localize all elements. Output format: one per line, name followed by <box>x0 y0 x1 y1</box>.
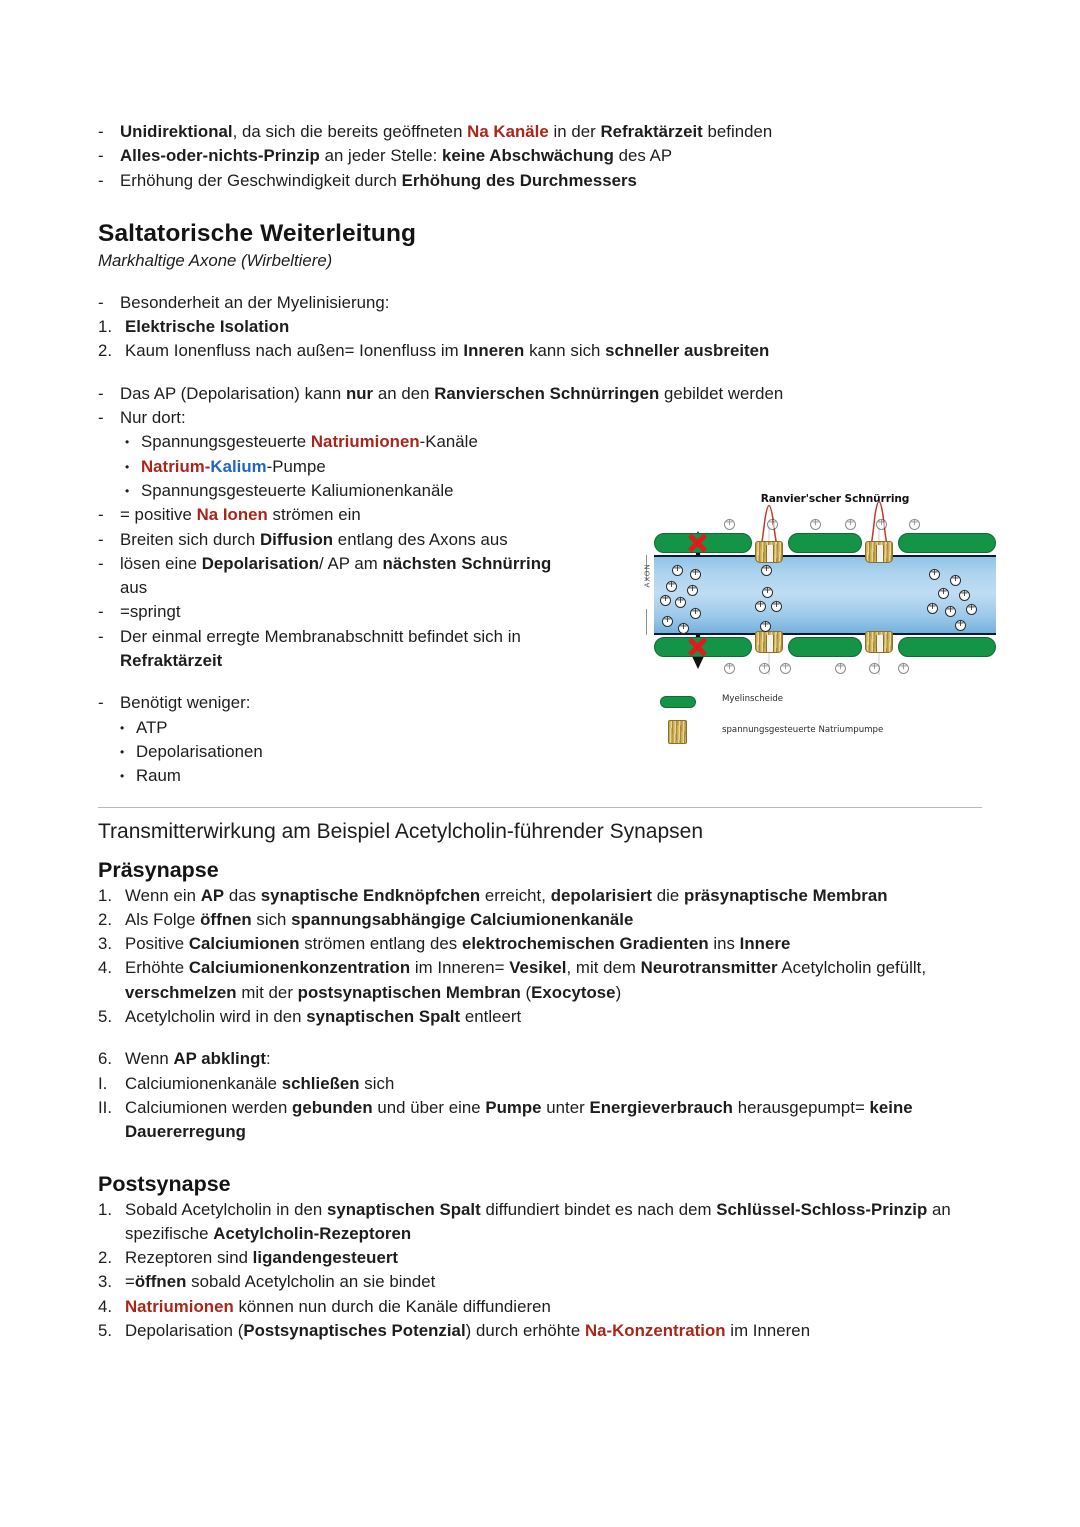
document-content <box>98 120 982 1343</box>
rich-text: Acetylcholin wird in den synaptischen Spalt entleert <box>125 1007 522 1027</box>
rich-text: Besonderheit an der Myelinisierung: <box>120 292 390 312</box>
myelin-swatch-icon <box>660 696 696 708</box>
diagram-legend <box>660 693 990 747</box>
dash-marker: - <box>98 170 104 190</box>
list-item <box>98 144 982 168</box>
dash-marker: - <box>98 553 104 573</box>
postsynapse-list <box>98 1198 982 1344</box>
legend-label: spannungsgesteuerte Natriumpumpe <box>722 725 884 736</box>
ion-positive <box>780 663 791 674</box>
ion-positive <box>810 519 821 530</box>
dash-marker: - <box>98 383 104 403</box>
number-marker: 4. <box>98 1296 112 1316</box>
dash-marker: - <box>98 693 104 713</box>
rich-text: Nur dort: <box>120 408 186 428</box>
dash-marker: - <box>98 602 104 622</box>
rich-text: Elektrische Isolation <box>125 317 290 337</box>
section-heading-transmitterwirkung: Transmitterwirkung am Beispiel Acetylcholin-führender Synapsen <box>98 819 704 843</box>
list-item <box>98 1319 982 1343</box>
number-marker: 5. <box>98 1007 112 1027</box>
number-marker: 1. <box>98 885 112 905</box>
legend-label: Myelinscheide <box>722 694 784 705</box>
sodium-pump-icon <box>865 631 893 653</box>
list-item <box>98 1295 982 1319</box>
rich-text: Kaum Ionenfluss nach außen= Ionenfluss im Inneren kann sich schneller ausbreiten <box>125 341 770 361</box>
intro-bullet-list <box>98 120 982 193</box>
dash-marker: - <box>98 146 104 166</box>
ion-positive <box>909 519 920 530</box>
rich-text: Calciumionenkanäle schließen sich <box>125 1073 395 1093</box>
sodium-pump-icon <box>865 541 893 563</box>
ion-positive <box>767 519 778 530</box>
subsection-heading-postsynapse: Postsynapse <box>98 1171 231 1196</box>
praesynapse-list <box>98 884 982 1030</box>
dash-marker: - <box>98 529 104 549</box>
list-item <box>98 406 982 430</box>
list-item <box>98 716 568 740</box>
list-item <box>98 339 982 363</box>
dash-marker: - <box>98 408 104 428</box>
rich-text: Spannungsgesteuerte Kaliumionenkanäle <box>141 480 454 500</box>
list-item <box>98 552 568 601</box>
ion-positive <box>869 663 880 674</box>
blocked-x-icon <box>687 532 709 554</box>
dash-marker: - <box>98 626 104 646</box>
rich-text: Breiten sich durch Diffusion entlang des Axons aus <box>120 529 508 549</box>
section-heading-saltatorische: Saltatorische Weiterleitung <box>98 219 417 247</box>
text-figure-band <box>98 493 982 788</box>
dash-marker: - <box>98 505 104 525</box>
number-marker: II. <box>98 1097 112 1117</box>
rich-text: Positive Calciumionen strömen entlang des elektrochemischen Gradienten ins Innere <box>125 934 791 954</box>
list-item <box>98 1198 982 1247</box>
ranvier-node-diagram <box>628 493 996 748</box>
list-item <box>98 740 568 764</box>
rich-text: Unidirektional, da sich die bereits geöffneten Na Kanäle in der Refraktärzeit befinden <box>120 122 773 141</box>
ion-positive <box>876 519 887 530</box>
number-marker: 4. <box>98 958 112 978</box>
rich-text: Natriumionen können nun durch die Kanäle diffundieren <box>125 1296 551 1316</box>
rich-text: Erhöhte Calciumionenkonzentration im Inneren= Vesikel, mit dem Neurotransmitter Acetylcholin gefüllt, verschmelzen mit der postsynaptischen Membran (Exocytose) <box>125 958 927 1002</box>
rich-text: Das AP (Depolarisation) kann nur an den Ranvierschen Schnürringen gebildet werden <box>120 383 784 403</box>
number-marker: 2. <box>98 1248 112 1268</box>
number-marker: 1. <box>98 317 112 337</box>
subsection-heading-praesynapse: Präsynapse <box>98 857 219 882</box>
list-item <box>98 600 568 624</box>
number-marker: 6. <box>98 1049 112 1069</box>
list-item <box>98 956 982 1005</box>
ion-positive <box>724 519 735 530</box>
rich-text: Spannungsgesteuerte Natriumionen-Kanäle <box>141 432 478 452</box>
list-item <box>98 120 982 144</box>
rich-text: Benötigt weniger: <box>120 693 251 713</box>
bullet-marker: • <box>120 744 125 759</box>
list-item <box>98 1005 982 1029</box>
ion-positive <box>724 663 735 674</box>
sodium-pump-icon <box>755 541 783 563</box>
list-item <box>98 169 982 193</box>
list-item <box>98 1246 982 1270</box>
list-item <box>98 1047 982 1071</box>
myelin-segment <box>898 637 996 657</box>
rich-text: ATP <box>136 717 168 737</box>
bullet-marker: • <box>120 769 125 784</box>
rich-text: Sobald Acetylcholin in den synaptischen Spalt diffundiert bindet es nach dem Schlüssel-Schloss-Prinzip an spezifische Acetylcholin-Rezeptoren <box>125 1199 951 1243</box>
ion-positive <box>759 663 770 674</box>
legend-item <box>660 719 990 747</box>
rich-text: = positive Na Ionen strömen ein <box>120 505 361 525</box>
rich-text: Calciumionen werden gebunden und über eine Pumpe unter Energieverbrauch herausgepumpt= keine Dauererregung <box>125 1097 913 1142</box>
rich-text: Der einmal erregte Membranabschnitt befindet sich in Refraktärzeit <box>120 626 521 671</box>
list-item <box>98 455 982 479</box>
axon-scale-tick-bottom <box>646 609 647 635</box>
rich-text: Wenn ein AP das synaptische Endknöpfchen erreicht, depolarisiert die präsynaptische Membran <box>125 885 888 905</box>
bullet-marker: • <box>125 459 130 474</box>
bullet-marker: • <box>120 720 125 735</box>
bullet-marker: • <box>125 435 130 450</box>
list-item <box>98 932 982 956</box>
list-item <box>98 291 982 315</box>
list-item <box>98 691 568 715</box>
number-marker: 1. <box>98 1199 112 1219</box>
list-item <box>98 908 982 932</box>
rich-text: Depolarisationen <box>136 741 263 761</box>
rich-text: Rezeptoren sind ligandengesteuert <box>125 1248 399 1268</box>
number-marker: 3. <box>98 934 112 954</box>
rich-text: Natrium-Kalium-Pumpe <box>141 456 326 476</box>
rich-text: Wenn AP abklingt: <box>125 1049 271 1069</box>
number-marker: I. <box>98 1073 108 1093</box>
ion-positive <box>845 519 856 530</box>
list-item <box>98 503 568 527</box>
legend-item <box>660 693 990 719</box>
myelin-segment <box>788 637 862 657</box>
rich-text: Als Folge öffnen sich spannungsabhängige Calciumionenkanäle <box>125 909 634 929</box>
rich-text: Alles-oder-nichts-Prinzip an jeder Stelle: keine Abschwächung des AP <box>120 146 673 166</box>
number-marker: 5. <box>98 1320 112 1340</box>
nur-dort-list <box>98 382 982 506</box>
section-subtitle: Markhaltige Axone (Wirbeltiere) <box>98 250 333 270</box>
bullet-marker: • <box>125 483 130 498</box>
pump-swatch-icon <box>668 720 687 744</box>
list-item <box>98 528 568 552</box>
rich-text: Raum <box>136 766 181 786</box>
list-item <box>98 1096 982 1145</box>
ion-positive <box>835 663 846 674</box>
myelin-segment <box>788 533 862 553</box>
list-item <box>98 625 568 674</box>
axon-label: AXON <box>642 563 652 588</box>
sodium-pump-icon <box>755 631 783 653</box>
dash-marker: - <box>98 122 104 141</box>
rich-text: Erhöhung der Geschwindigkeit durch Erhöhung des Durchmessers <box>120 170 637 190</box>
rich-text: Depolarisation (Postsynaptisches Potenzial) durch erhöhte Na-Konzentration im Inneren <box>125 1320 811 1340</box>
ion-positive <box>898 663 909 674</box>
list-item <box>98 382 982 406</box>
ap-abklingt-list <box>98 1047 982 1144</box>
myelin-segment <box>898 533 996 553</box>
blocked-x-icon <box>687 636 709 658</box>
list-item <box>98 430 982 454</box>
myelinisierung-list <box>98 291 982 364</box>
diagram-title: Ranvier'scher Schnürring <box>760 493 910 506</box>
number-marker: 2. <box>98 341 112 361</box>
rich-text: =springt <box>120 602 181 622</box>
list-item <box>98 315 982 339</box>
number-marker: 3. <box>98 1272 112 1292</box>
list-item <box>98 1270 982 1294</box>
rich-text: lösen eine Depolarisation/ AP am nächsten Schnürring aus <box>120 553 552 598</box>
list-item <box>98 1072 982 1096</box>
diffusion-list <box>98 503 568 788</box>
rich-text: =öffnen sobald Acetylcholin an sie bindet <box>125 1272 436 1292</box>
number-marker: 2. <box>98 909 112 929</box>
dash-marker: - <box>98 292 104 312</box>
list-item <box>98 884 982 908</box>
list-item <box>98 764 568 788</box>
